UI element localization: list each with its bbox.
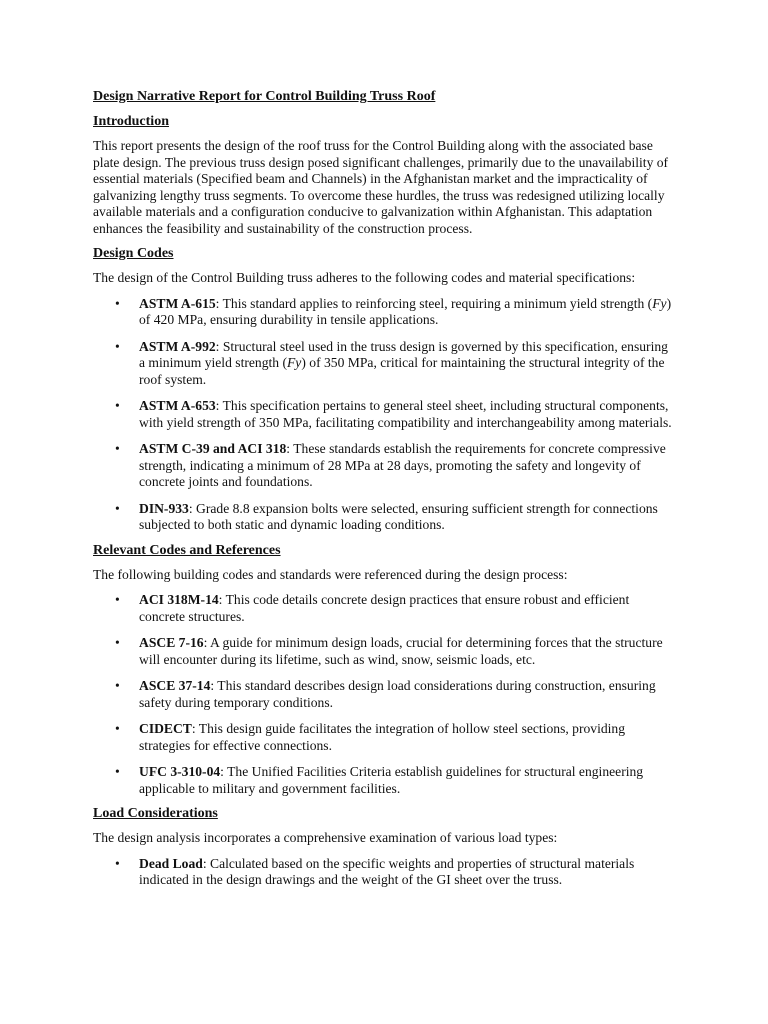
- section-heading-load-considerations: Load Considerations: [93, 806, 218, 821]
- code-term: DIN-933: [139, 500, 189, 516]
- load-term: Dead Load: [139, 855, 203, 871]
- code-description-cont: ) of 350 MPa, critical for maintaining the structural integrity of the roof system.: [139, 355, 665, 387]
- section-heading-introduction: Introduction: [93, 114, 169, 129]
- code-description: : The Unified Facilities Criteria establish guidelines for structural engineering applicable to military and government facilities.: [139, 764, 644, 796]
- list-item: [93, 635, 676, 668]
- bullet-icon: •: [115, 764, 120, 779]
- code-term: ACI 318M-14: [139, 592, 219, 607]
- code-description: : This standard describes design load considerations during construction, ensuring safety during temporary conditions.: [139, 678, 656, 710]
- relevant-codes-list: [93, 592, 676, 797]
- bullet-icon: •: [115, 338, 120, 354]
- section-heading-design-codes: Design Codes: [93, 246, 174, 261]
- code-term: ASCE 37-14: [139, 678, 211, 693]
- bullet-icon: •: [115, 855, 120, 871]
- bullet-icon: •: [115, 295, 120, 311]
- code-description: : A guide for minimum design loads, crucial for determining forces that the structure will encounter during its lifetime, such as wind, snow, seismic loads, etc.: [139, 635, 663, 667]
- design-codes-intro: The design of the Control Building truss adheres to the following codes and material specifications:: [93, 270, 636, 285]
- design-codes-list: [93, 296, 676, 534]
- list-item: [93, 764, 676, 797]
- document-title: Design Narrative Report for Control Building Truss Roof: [93, 89, 436, 104]
- list-item: [93, 398, 676, 431]
- section-heading-relevant-codes: Relevant Codes and References: [93, 542, 281, 558]
- symbol-fy: Fy: [652, 295, 667, 311]
- code-description: : These standards establish the requirements for concrete compressive strength, indicating a minimum of 28 MPa at 28 days, promoting the safety and longevity of concrete joints and foundations.: [139, 441, 666, 489]
- code-description: : Grade 8.8 expansion bolts were selected, ensuring sufficient strength for connections subjected to both static and dynamic loading conditions.: [139, 500, 658, 532]
- code-description: : This specification pertains to general steel sheet, including structural components, with yield strength of 350 MPa, facilitating compatibility and interchangeability among materials.: [139, 398, 672, 430]
- code-description: : Structural steel used in the truss design is governed by this specification, ensuring a minimum yield strength (: [139, 338, 668, 370]
- bullet-icon: •: [115, 592, 120, 607]
- list-item: [93, 296, 676, 329]
- code-term: ASTM A-615: [139, 295, 216, 311]
- list-item: [93, 441, 676, 491]
- bullet-icon: •: [115, 441, 120, 456]
- list-item: [93, 721, 676, 754]
- code-description: : This design guide facilitates the integration of hollow steel sections, providing strategies for effective connections.: [139, 721, 626, 753]
- code-description-cont: ) of 420 MPa, ensuring durability in tensile applications.: [139, 295, 672, 327]
- bullet-icon: •: [115, 398, 120, 413]
- list-item: [93, 592, 676, 625]
- code-term: CIDECT: [139, 721, 192, 736]
- load-description: : Calculated based on the specific weights and properties of structural materials indicated in the design drawings and the weight of the GI sheet over the truss.: [139, 855, 635, 887]
- introduction-paragraph: This report presents the design of the roof truss for the Control Building along with the associated base plate design. The previous truss design posed significant challenges, primarily due to the unavailability of essential materials (Specified beam and Channels) in the Afghanistan market and the impracticality of galvanizing lengthy truss segments. To overcome these hurdles, the truss was redesigned utilizing locally available materials and a configuration conducive to galvanization within Afghanistan. This adaptation enhances the feasibility and sustainability of the construction process.: [93, 138, 669, 236]
- code-term: ASTM A-992: [139, 338, 216, 354]
- bullet-icon: •: [115, 678, 120, 693]
- list-item: [93, 339, 676, 389]
- relevant-codes-intro: The following building codes and standards were referenced during the design process:: [93, 566, 568, 582]
- code-term: ASCE 7-16: [139, 635, 204, 650]
- code-term: UFC 3-310-04: [139, 764, 221, 779]
- list-item: [93, 501, 676, 534]
- code-description: : This code details concrete design practices that ensure robust and efficient concrete structures.: [139, 592, 630, 624]
- list-item: [93, 678, 676, 711]
- bullet-icon: •: [115, 721, 120, 736]
- load-considerations-list: [93, 856, 676, 889]
- load-considerations-intro: The design analysis incorporates a comprehensive examination of various load types:: [93, 830, 558, 845]
- bullet-icon: •: [115, 635, 120, 650]
- bullet-icon: •: [115, 500, 120, 516]
- code-term: ASTM A-653: [139, 398, 216, 413]
- list-item: [93, 856, 676, 889]
- symbol-fy: Fy: [287, 355, 302, 370]
- code-term: ASTM C-39 and ACI 318: [139, 441, 287, 456]
- code-description: : This standard applies to reinforcing steel, requiring a minimum yield strength (: [215, 295, 653, 311]
